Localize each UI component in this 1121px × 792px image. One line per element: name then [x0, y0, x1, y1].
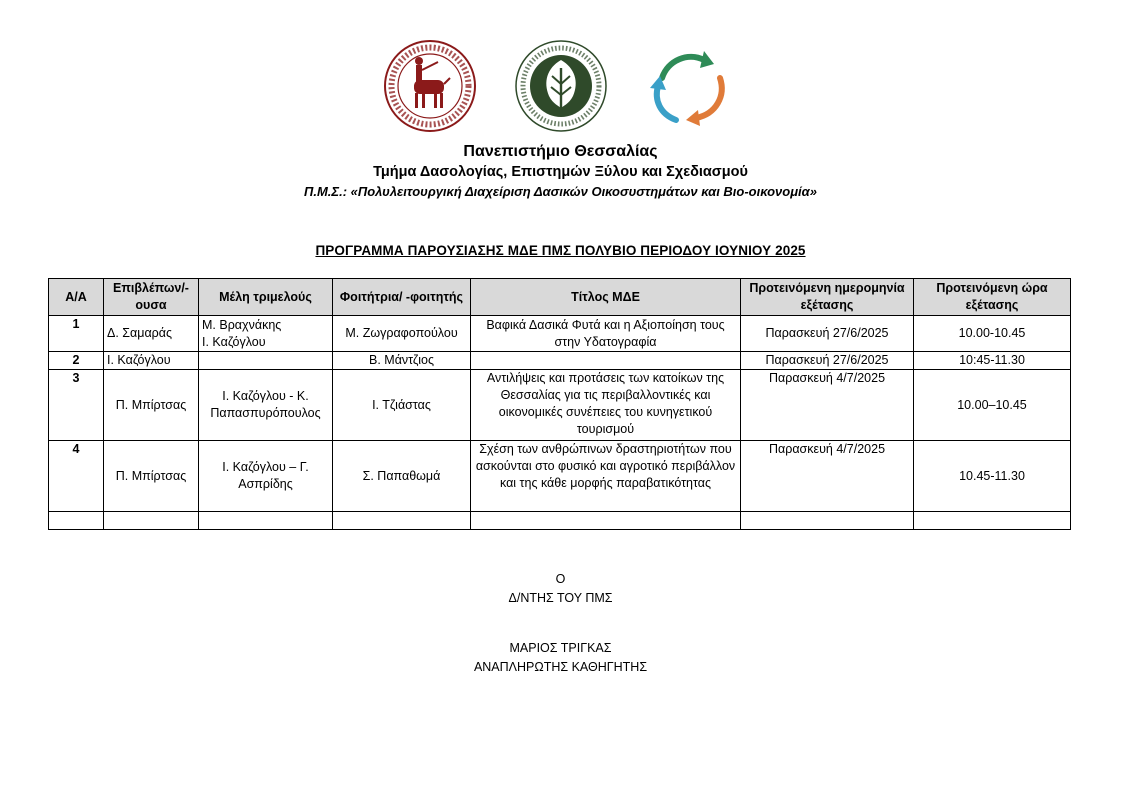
university-name: Πανεπιστήμιο Θεσσαλίας [463, 143, 658, 160]
department-name: Τμήμα Δασολογίας, Επιστημών Ξύλου και Σχεδιασμού [373, 164, 748, 180]
recycling-arrows-logo [640, 38, 736, 134]
empty-cell [49, 512, 104, 530]
table-row [49, 441, 1071, 512]
empty-cell [104, 512, 199, 530]
cell-thesis-title: Σχέση των ανθρώπινων δραστηριοτήτων που ασκούνται στο φυσικό και αγροτικό περιβάλλον και της κάθε μορφής παραβατικότητας [471, 441, 741, 512]
cell-aa: 1 [49, 316, 104, 352]
university-of-thessaly-seal [382, 38, 478, 134]
signature-article: Ο [555, 572, 566, 586]
cell-thesis-title [471, 352, 741, 370]
cell-date: Παρασκευή 27/6/2025 [741, 316, 914, 352]
cell-time: 10.00-10.45 [914, 316, 1071, 352]
signatory-name: ΜΑΡΙΟΣ ΤΡΙΓΚΑΣ [509, 641, 612, 655]
empty-cell [914, 512, 1071, 530]
forestry-department-seal [513, 38, 609, 134]
header-student: Φοιτήτρια/ -φοιτητής [333, 279, 471, 316]
cell-time: 10.45-11.30 [914, 441, 1071, 512]
cell-committee: Ι. Καζόγλου – Γ. Ασπρίδης [199, 441, 333, 512]
cell-time: 10.00–10.45 [914, 370, 1071, 441]
cell-aa: 2 [49, 352, 104, 370]
committee-member: Μ. Βραχνάκης [202, 317, 282, 332]
cell-date: Παρασκευή 4/7/2025 [741, 441, 914, 512]
table-row [49, 370, 1071, 441]
header-thesis-title: Τίτλος ΜΔΕ [471, 279, 741, 316]
empty-cell [199, 512, 333, 530]
cell-time: 10:45-11.30 [914, 352, 1071, 370]
logos-bar [0, 38, 1121, 134]
cell-date: Παρασκευή 4/7/2025 [741, 370, 914, 441]
table-row-empty [49, 512, 1071, 530]
signatory-position: ΑΝΑΠΛΗΡΩΤΗΣ ΚΑΘΗΓΗΤΗΣ [473, 660, 648, 674]
cell-date: Παρασκευή 27/6/2025 [741, 352, 914, 370]
signature-block [0, 570, 1121, 677]
cell-committee [199, 316, 333, 352]
program-name: Π.Μ.Σ.: «Πολυλειτουργική Διαχείριση Δασικών Οικοσυστημάτων και Βιο-οικονομία» [304, 184, 817, 199]
committee-member: Ι. Καζόγλου [202, 334, 266, 349]
empty-cell [333, 512, 471, 530]
empty-cell [741, 512, 914, 530]
signature-role: Δ/ΝΤΗΣ ΤΟΥ ΠΜΣ [508, 591, 613, 605]
cell-student: Σ. Παπαθωμά [333, 441, 471, 512]
table-row [49, 316, 1071, 352]
cell-student: Β. Μάντζιος [333, 352, 471, 370]
cell-supervisor: Δ. Σαμαράς [104, 316, 199, 352]
cell-student: Μ. Ζωγραφοπούλου [333, 316, 471, 352]
header-committee: Μέλη τριμελούς [199, 279, 333, 316]
header-date: Προτεινόμενη ημερομηνία εξέτασης [741, 279, 914, 316]
cell-supervisor: Π. Μπίρτσας [104, 370, 199, 441]
document-header [0, 142, 1121, 202]
cell-aa: 3 [49, 370, 104, 441]
header-time: Προτεινόμενη ώρα εξέτασης [914, 279, 1071, 316]
cell-supervisor: Π. Μπίρτσας [104, 441, 199, 512]
cell-committee: Ι. Καζόγλου - Κ. Παπασπυρόπουλος [199, 370, 333, 441]
schedule-table [48, 278, 1071, 530]
document-title: ΠΡΟΓΡΑΜΜΑ ΠΑΡΟΥΣΙΑΣΗΣ ΜΔΕ ΠΜΣ ΠΟΛΥΒΙΟ ΠΕΡΙΟΔΟΥ ΙΟΥΝΙΟΥ 2025 [315, 243, 806, 258]
table-row [49, 352, 1071, 370]
empty-cell [471, 512, 741, 530]
cell-student: Ι. Τζιάστας [333, 370, 471, 441]
header-aa: Α/Α [49, 279, 104, 316]
cell-committee [199, 352, 333, 370]
header-supervisor: Επιβλέπων/-ουσα [104, 279, 199, 316]
cell-thesis-title: Βαφικά Δασικά Φυτά και η Αξιοποίηση τους στην Υδατογραφία [471, 316, 741, 352]
cell-supervisor: Ι. Καζόγλου [104, 352, 199, 370]
cell-thesis-title: Αντιλήψεις και προτάσεις των κατοίκων της Θεσσαλίας για τις περιβαλλοντικές και οικονομικές συνέπειες του κυνηγετικού τουρισμού [471, 370, 741, 441]
cell-aa: 4 [49, 441, 104, 512]
table-header-row [49, 279, 1071, 316]
